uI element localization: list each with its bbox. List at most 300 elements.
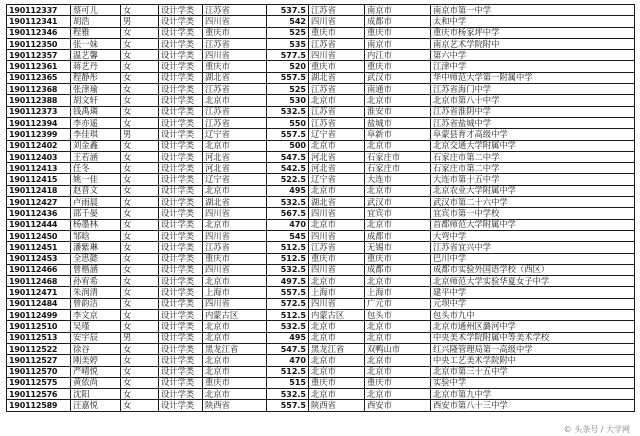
gender-cell: 女 <box>121 5 159 16</box>
table-row <box>7 264 635 275</box>
table-row <box>7 84 635 95</box>
exam-id-cell: 190112415 <box>7 174 71 185</box>
major-cell: 设计学类 <box>159 310 203 321</box>
region-cell: 黑龙江省 <box>309 343 365 354</box>
table-row <box>7 400 635 411</box>
gender-cell: 女 <box>121 355 159 366</box>
name-cell: 全思懿 <box>71 253 121 264</box>
province-cell: 江苏省 <box>203 117 267 128</box>
gender-cell: 女 <box>121 106 159 117</box>
score-cell: 557.5 <box>267 400 309 411</box>
major-cell: 设计学类 <box>159 242 203 253</box>
city-cell: 北京市 <box>365 140 431 151</box>
region-cell: 北京市 <box>309 355 365 366</box>
province-cell: 江苏省 <box>203 5 267 16</box>
score-cell: 512.5 <box>267 310 309 321</box>
province-cell: 江苏省 <box>203 242 267 253</box>
province-cell: 内蒙古区 <box>203 310 267 321</box>
region-cell: 北京市 <box>309 276 365 287</box>
city-cell: 淮安市 <box>365 106 431 117</box>
city-cell: 重庆市 <box>365 27 431 38</box>
major-cell: 设计学类 <box>159 174 203 185</box>
exam-id-cell: 190112451 <box>7 242 71 253</box>
table-row <box>7 197 635 208</box>
city-cell: 内江市 <box>365 50 431 61</box>
major-cell: 设计学类 <box>159 377 203 388</box>
name-cell: 徐谷 <box>71 343 121 354</box>
city-cell: 重庆市 <box>365 377 431 388</box>
exam-id-cell: 190112450 <box>7 230 71 241</box>
name-cell: 蒋艺丹 <box>71 61 121 72</box>
city-cell: 西安市 <box>365 400 431 411</box>
score-cell: 557.5 <box>267 287 309 298</box>
school-cell: 元坝中学 <box>431 298 635 309</box>
region-cell: 北京市 <box>309 95 365 106</box>
score-cell: 547.5 <box>267 343 309 354</box>
school-cell: 重庆市杨家坪中学 <box>431 27 635 38</box>
school-cell: 华中师范大学第一附属中学 <box>431 72 635 83</box>
region-cell: 河北省 <box>309 163 365 174</box>
name-cell: 刘金鑫 <box>71 140 121 151</box>
score-cell: 515 <box>267 377 309 388</box>
exam-id-cell: 190112471 <box>7 287 71 298</box>
region-cell: 北京市 <box>309 332 365 343</box>
city-cell: 南通市 <box>365 84 431 95</box>
province-cell: 黑龙江省 <box>203 343 267 354</box>
major-cell: 设计学类 <box>159 343 203 354</box>
major-cell: 设计学类 <box>159 321 203 332</box>
gender-cell: 女 <box>121 219 159 230</box>
score-cell: 500 <box>267 140 309 151</box>
city-cell: 广元市 <box>365 298 431 309</box>
exam-id-cell: 190112402 <box>7 140 71 151</box>
gender-cell: 男 <box>121 16 159 27</box>
city-cell: 双鸭山市 <box>365 343 431 354</box>
name-cell: 邵千晏 <box>71 208 121 219</box>
province-cell: 上海市 <box>203 287 267 298</box>
region-cell: 北京市 <box>309 321 365 332</box>
table-row <box>7 174 635 185</box>
exam-id-cell: 190112341 <box>7 16 71 27</box>
gender-cell: 女 <box>121 366 159 377</box>
province-cell: 四川省 <box>203 16 267 27</box>
name-cell: 潘紫琳 <box>71 242 121 253</box>
city-cell: 大连市 <box>365 174 431 185</box>
region-cell: 江苏省 <box>309 5 365 16</box>
region-cell: 四川省 <box>309 50 365 61</box>
region-cell: 江苏省 <box>309 117 365 128</box>
major-cell: 设计学类 <box>159 117 203 128</box>
school-cell: 中央美术学院附属中等美术学校 <box>431 332 635 343</box>
school-cell: 阜蒙县育才高级中学 <box>431 129 635 140</box>
school-cell: 北京交通大学附属中学 <box>431 140 635 151</box>
region-cell: 四川省 <box>309 264 365 275</box>
province-cell: 重庆市 <box>203 253 267 264</box>
province-cell: 陕西省 <box>203 400 267 411</box>
score-cell: 522.5 <box>267 174 309 185</box>
province-cell: 四川省 <box>203 208 267 219</box>
exam-id-cell: 190112575 <box>7 377 71 388</box>
gender-cell: 女 <box>121 84 159 95</box>
exam-id-cell: 190112522 <box>7 343 71 354</box>
major-cell: 设计学类 <box>159 163 203 174</box>
province-cell: 四川省 <box>203 298 267 309</box>
school-cell: 北京师范大学实验华夏女子中学 <box>431 276 635 287</box>
exam-id-cell: 190112368 <box>7 84 71 95</box>
exam-id-cell: 190112361 <box>7 61 71 72</box>
exam-id-cell: 190112570 <box>7 366 71 377</box>
score-cell: 495 <box>267 332 309 343</box>
school-cell: 江苏省海门中学 <box>431 84 635 95</box>
name-cell: 邹晗 <box>71 230 121 241</box>
name-cell: 张津瑜 <box>71 84 121 95</box>
score-cell: 567.5 <box>267 208 309 219</box>
name-cell: 孙宥希 <box>71 276 121 287</box>
score-cell: 512.5 <box>267 253 309 264</box>
score-cell: 542 <box>267 16 309 27</box>
name-cell: 杨墨林 <box>71 219 121 230</box>
exam-id-cell: 190112444 <box>7 219 71 230</box>
city-cell: 北京市 <box>365 332 431 343</box>
table-row <box>7 106 635 117</box>
name-cell: 沈阳 <box>71 389 121 400</box>
name-cell: 李佳琪 <box>71 129 121 140</box>
exam-id-cell: 190112436 <box>7 208 71 219</box>
major-cell: 设计学类 <box>159 208 203 219</box>
exam-id-cell: 190112350 <box>7 38 71 49</box>
gender-cell: 女 <box>121 276 159 287</box>
name-cell: 程静彤 <box>71 72 121 83</box>
school-cell: 中央工艺美术学院附中 <box>431 355 635 366</box>
gender-cell: 女 <box>121 253 159 264</box>
major-cell: 设计学类 <box>159 5 203 16</box>
city-cell: 成都市 <box>365 16 431 27</box>
gender-cell: 女 <box>121 38 159 49</box>
major-cell: 设计学类 <box>159 287 203 298</box>
region-cell: 河北省 <box>309 151 365 162</box>
name-cell: 朱润清 <box>71 287 121 298</box>
gender-cell: 女 <box>121 163 159 174</box>
major-cell: 设计学类 <box>159 38 203 49</box>
admission-table <box>6 4 635 412</box>
region-cell: 辽宁省 <box>309 174 365 185</box>
gender-cell: 女 <box>121 185 159 196</box>
school-cell: 太和中学 <box>431 16 635 27</box>
table-row <box>7 276 635 287</box>
city-cell: 北京市 <box>365 185 431 196</box>
school-cell: 建平中学 <box>431 287 635 298</box>
school-cell: 北京市第九中学 <box>431 389 635 400</box>
major-cell: 设计学类 <box>159 197 203 208</box>
school-cell: 实验中学 <box>431 377 635 388</box>
score-cell: 557.5 <box>267 129 309 140</box>
major-cell: 设计学类 <box>159 253 203 264</box>
name-cell: 任冬 <box>71 163 121 174</box>
name-cell: 卢雨晨 <box>71 197 121 208</box>
gender-cell: 女 <box>121 117 159 128</box>
school-cell: 西安市第八十三中学 <box>431 400 635 411</box>
region-cell: 北京市 <box>309 389 365 400</box>
city-cell: 武汉市 <box>365 197 431 208</box>
table-row <box>7 16 635 27</box>
table-row <box>7 61 635 72</box>
region-cell: 江苏省 <box>309 84 365 95</box>
major-cell: 设计学类 <box>159 16 203 27</box>
gender-cell: 女 <box>121 298 159 309</box>
major-cell: 设计学类 <box>159 95 203 106</box>
province-cell: 辽宁省 <box>203 174 267 185</box>
table-row <box>7 366 635 377</box>
province-cell: 北京市 <box>203 332 267 343</box>
exam-id-cell: 190112453 <box>7 253 71 264</box>
table-row <box>7 95 635 106</box>
score-cell: 470 <box>267 355 309 366</box>
name-cell: 安宇辰 <box>71 332 121 343</box>
province-cell: 北京市 <box>203 276 267 287</box>
school-cell: 红兴隆管理局第一高级中学 <box>431 343 635 354</box>
score-cell: 547.5 <box>267 151 309 162</box>
name-cell: 黄依尚 <box>71 377 121 388</box>
province-cell: 重庆市 <box>203 27 267 38</box>
gender-cell: 女 <box>121 321 159 332</box>
table-row <box>7 27 635 38</box>
province-cell: 北京市 <box>203 389 267 400</box>
city-cell: 石家庄市 <box>365 163 431 174</box>
region-cell: 四川省 <box>309 298 365 309</box>
exam-id-cell: 190112427 <box>7 197 71 208</box>
table-row <box>7 389 635 400</box>
major-cell: 设计学类 <box>159 140 203 151</box>
school-cell: 江苏省淮阴中学 <box>431 106 635 117</box>
province-cell: 河北省 <box>203 151 267 162</box>
score-cell: 532.5 <box>267 106 309 117</box>
city-cell: 武汉市 <box>365 72 431 83</box>
school-cell: 巴川中学 <box>431 253 635 264</box>
school-cell: 石家庄市第二中学 <box>431 163 635 174</box>
city-cell: 北京市 <box>365 95 431 106</box>
province-cell: 北京市 <box>203 140 267 151</box>
score-cell: 495 <box>267 185 309 196</box>
score-cell: 512.5 <box>267 366 309 377</box>
table-row <box>7 219 635 230</box>
score-cell: 497.5 <box>267 276 309 287</box>
province-cell: 北京市 <box>203 219 267 230</box>
score-cell: 557.5 <box>267 72 309 83</box>
exam-id-cell: 190112413 <box>7 163 71 174</box>
region-cell: 内蒙古区 <box>309 310 365 321</box>
region-cell: 湖北省 <box>309 197 365 208</box>
table-row <box>7 230 635 241</box>
table-row <box>7 332 635 343</box>
table-row <box>7 242 635 253</box>
region-cell: 四川省 <box>309 208 365 219</box>
major-cell: 设计学类 <box>159 400 203 411</box>
major-cell: 设计学类 <box>159 332 203 343</box>
city-cell: 宜宾市 <box>365 208 431 219</box>
table-row <box>7 310 635 321</box>
region-cell: 湖北省 <box>309 72 365 83</box>
city-cell: 北京市 <box>365 321 431 332</box>
score-cell: 545 <box>267 230 309 241</box>
region-cell: 北京市 <box>309 219 365 230</box>
region-cell: 重庆市 <box>309 61 365 72</box>
table-row <box>7 117 635 128</box>
table-row <box>7 298 635 309</box>
school-cell: 北京农业大学附属中学 <box>431 185 635 196</box>
region-cell: 重庆市 <box>309 253 365 264</box>
table-row <box>7 185 635 196</box>
table-row <box>7 140 635 151</box>
province-cell: 江苏省 <box>203 106 267 117</box>
region-cell: 重庆市 <box>309 27 365 38</box>
school-cell: 江苏省盐城中学 <box>431 117 635 128</box>
name-cell: 汪嘉悦 <box>71 400 121 411</box>
gender-cell: 女 <box>121 95 159 106</box>
region-cell: 北京市 <box>309 140 365 151</box>
exam-id-cell: 190112527 <box>7 355 71 366</box>
score-cell: 542.5 <box>267 163 309 174</box>
school-cell: 包头市九中 <box>431 310 635 321</box>
city-cell: 北京市 <box>365 219 431 230</box>
exam-id-cell: 190112365 <box>7 72 71 83</box>
city-cell: 重庆市 <box>365 61 431 72</box>
province-cell: 四川省 <box>203 230 267 241</box>
major-cell: 设计学类 <box>159 106 203 117</box>
region-cell: 上海市 <box>309 287 365 298</box>
school-cell: 成都市实验外国语学校（西区） <box>431 264 635 275</box>
city-cell: 上海市 <box>365 287 431 298</box>
name-cell: 胡浩 <box>71 16 121 27</box>
table-row <box>7 208 635 219</box>
exam-id-cell: 190112394 <box>7 117 71 128</box>
province-cell: 北京市 <box>203 366 267 377</box>
table-body <box>7 5 635 412</box>
score-cell: 532.5 <box>267 264 309 275</box>
watermark: © 头条号 / 大学网 <box>563 425 630 434</box>
name-cell: 刚美婷 <box>71 355 121 366</box>
province-cell: 江苏省 <box>203 38 267 49</box>
gender-cell: 女 <box>121 208 159 219</box>
major-cell: 设计学类 <box>159 72 203 83</box>
province-cell: 北京市 <box>203 321 267 332</box>
exam-id-cell: 190112337 <box>7 5 71 16</box>
city-cell: 北京市 <box>365 389 431 400</box>
table-row <box>7 343 635 354</box>
score-cell: 532.5 <box>267 321 309 332</box>
score-table-sheet <box>6 4 634 412</box>
major-cell: 设计学类 <box>159 230 203 241</box>
exam-id-cell: 190112576 <box>7 389 71 400</box>
school-cell: 南京市第一中学 <box>431 5 635 16</box>
name-cell: 严晴悦 <box>71 366 121 377</box>
score-cell: 550 <box>267 117 309 128</box>
score-cell: 520 <box>267 61 309 72</box>
city-cell: 成都市 <box>365 230 431 241</box>
table-row <box>7 72 635 83</box>
name-cell: 李亦遥 <box>71 117 121 128</box>
city-cell: 阜新市 <box>365 129 431 140</box>
score-cell: 535 <box>267 38 309 49</box>
region-cell: 北京市 <box>309 185 365 196</box>
score-cell: 470 <box>267 219 309 230</box>
city-cell: 重庆市 <box>365 253 431 264</box>
school-cell: 北京市通州区潞河中学 <box>431 321 635 332</box>
city-cell: 成都市 <box>365 264 431 275</box>
gender-cell: 女 <box>121 377 159 388</box>
province-cell: 四川省 <box>203 264 267 275</box>
gender-cell: 女 <box>121 151 159 162</box>
major-cell: 设计学类 <box>159 276 203 287</box>
exam-id-cell: 190112346 <box>7 27 71 38</box>
exam-id-cell: 190112373 <box>7 106 71 117</box>
score-cell: 577.5 <box>267 50 309 61</box>
major-cell: 设计学类 <box>159 185 203 196</box>
province-cell: 重庆市 <box>203 377 267 388</box>
gender-cell: 男 <box>121 129 159 140</box>
major-cell: 设计学类 <box>159 61 203 72</box>
name-cell: 张一妹 <box>71 38 121 49</box>
name-cell: 姚一佳 <box>71 174 121 185</box>
name-cell: 赵晋文 <box>71 185 121 196</box>
school-cell: 北京市第三十五中学 <box>431 366 635 377</box>
exam-id-cell: 190112357 <box>7 50 71 61</box>
school-cell: 北京市第八十中学 <box>431 95 635 106</box>
name-cell: 李文京 <box>71 310 121 321</box>
region-cell: 重庆市 <box>309 377 365 388</box>
major-cell: 设计学类 <box>159 298 203 309</box>
score-cell: 532.5 <box>267 389 309 400</box>
score-cell: 512.5 <box>267 242 309 253</box>
name-cell: 胡文轩 <box>71 95 121 106</box>
region-cell: 北京市 <box>309 366 365 377</box>
province-cell: 辽宁省 <box>203 129 267 140</box>
table-row <box>7 163 635 174</box>
name-cell: 曾韵洁 <box>71 298 121 309</box>
school-cell: 第六中学 <box>431 50 635 61</box>
table-row <box>7 50 635 61</box>
name-cell: 曾楷涵 <box>71 264 121 275</box>
region-cell: 江苏省 <box>309 242 365 253</box>
province-cell: 四川省 <box>203 50 267 61</box>
gender-cell: 女 <box>121 400 159 411</box>
exam-id-cell: 190112484 <box>7 298 71 309</box>
school-cell: 首都师范大学附属中学 <box>431 219 635 230</box>
province-cell: 北京市 <box>203 185 267 196</box>
gender-cell: 女 <box>121 61 159 72</box>
major-cell: 设计学类 <box>159 50 203 61</box>
gender-cell: 女 <box>121 174 159 185</box>
name-cell: 温艺馨 <box>71 50 121 61</box>
gender-cell: 女 <box>121 72 159 83</box>
table-row <box>7 321 635 332</box>
exam-id-cell: 190112388 <box>7 95 71 106</box>
name-cell: 程雅 <box>71 27 121 38</box>
gender-cell: 女 <box>121 310 159 321</box>
major-cell: 设计学类 <box>159 389 203 400</box>
region-cell: 陕西省 <box>309 400 365 411</box>
table-row <box>7 5 635 16</box>
city-cell: 包头市 <box>365 310 431 321</box>
major-cell: 设计学类 <box>159 27 203 38</box>
school-cell: 武汉市第二十六中学 <box>431 197 635 208</box>
school-cell: 大连市第十五中学 <box>431 174 635 185</box>
score-cell: 530 <box>267 95 309 106</box>
province-cell: 北京市 <box>203 95 267 106</box>
gender-cell: 女 <box>121 197 159 208</box>
gender-cell: 女 <box>121 264 159 275</box>
gender-cell: 女 <box>121 230 159 241</box>
exam-id-cell: 190112466 <box>7 264 71 275</box>
